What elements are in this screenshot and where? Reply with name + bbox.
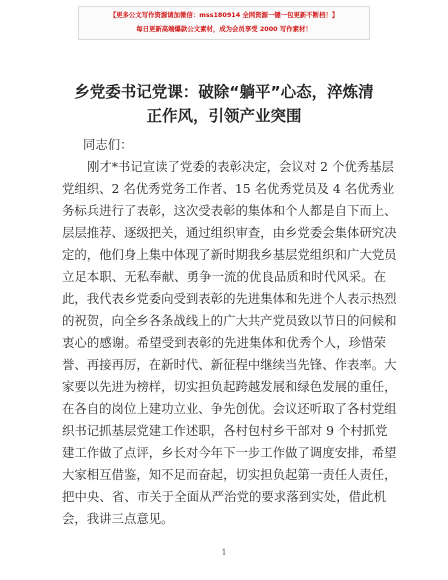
- paragraph-line: 建工作做了点评，乡长对今年下一步工作做了调度安排，希望: [62, 445, 397, 460]
- document-title-line-1: 乡党委书记党课：破除“躺平”心态，淬炼清: [74, 83, 374, 101]
- paragraph-line: 刚才*书记宣读了党委的表彰决定，会议对 2 个优秀基层: [87, 159, 394, 174]
- paragraph-line: 此，我代表乡党委向受到表彰的先进集体和先进个人表示热烈: [62, 291, 397, 306]
- promo-banner-line-2: 每日更新高端爆款公文素材，成为会员享受 2000 写作素材！: [136, 25, 312, 33]
- paragraph-line: 务标兵进行了表彰，这次受表彰的集体和个人都是自下而上、: [62, 203, 397, 218]
- paragraph-line: 把中央、省、市关于全面从严治党的要求落到实处，借此机: [62, 489, 386, 504]
- paragraph-line: 定的，他们身上集中体现了新时期我乡基层党组织和广大党员: [62, 247, 397, 262]
- paragraph-line: 的祝贺，向全乡各条战线上的广大共产党员致以节日的问候和: [62, 313, 397, 328]
- promo-banner-line-1: 【更多公文写作资源请加微信：mss180914 全网资源一键一包更新不断档！】: [109, 11, 339, 19]
- paragraph-line: 在各自的岗位上建功立业、争先创优。会议还听取了各村党组: [62, 401, 397, 416]
- paragraph-line: 家要以先进为榜样，切实担负起跨越发展和绿色发展的重任，: [62, 379, 397, 394]
- salutation: 同志们：: [83, 137, 133, 152]
- promo-banner: [78, 6, 370, 40]
- paragraph-line: 立足本职、无私奉献、勇争一流的优良品质和时代风采。在: [62, 269, 386, 284]
- page-number: 1: [221, 548, 227, 557]
- paragraph-line: 党组织、2 名优秀党务工作者、15 名优秀党员及 4 名优秀业: [62, 181, 395, 196]
- paragraph-line: 织书记抓基层党建工作述职，各村包村乡干部对 9 个村抓党: [62, 423, 388, 438]
- paragraph-line: 会，我讲三点意见。: [62, 511, 174, 526]
- paragraph-line: 誉、再接再厉，在新时代、新征程中继续当先锋、作表率。大: [62, 357, 397, 372]
- document-title-line-2: 正作风，引领产业突围: [146, 107, 302, 125]
- paragraph-line: 大家相互借鉴，知不足而奋起，切实担负起第一责任人责任，: [62, 467, 397, 482]
- paragraph-line: 衷心的感谢。希望受到表彰的先进集体和优秀个人，珍惜荣: [62, 335, 386, 350]
- paragraph-line: 层层推荐、逐级把关，通过组织审查，由乡党委会集体研究决: [62, 225, 397, 240]
